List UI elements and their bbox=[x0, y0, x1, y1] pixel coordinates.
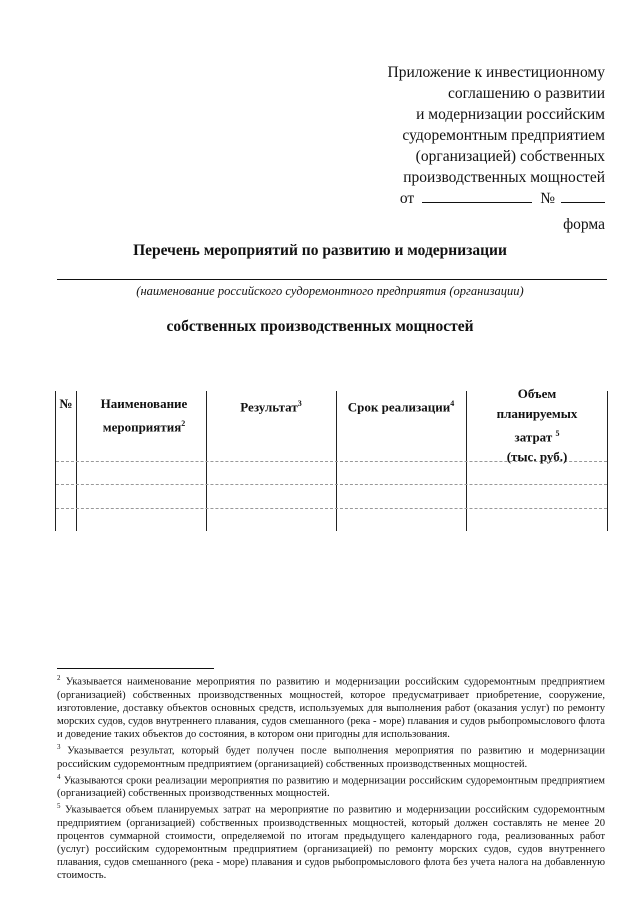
footnote-ref: 2 bbox=[181, 419, 186, 428]
column-header-label: Срок реализации bbox=[347, 399, 451, 415]
date-blank bbox=[422, 188, 532, 203]
column-header-unit: (тыс. руб.) bbox=[506, 449, 568, 465]
appendix-line: судоремонтным предприятием bbox=[402, 127, 605, 144]
number-label: № bbox=[540, 190, 555, 207]
measures-table bbox=[55, 386, 608, 531]
footnote-text: Указывается результат, который будет получен после выполнения мероприятия по развитию и модернизации российским судоремонтным предприятием (организацией) собственных производственных мощностей. bbox=[57, 745, 605, 770]
footnotes bbox=[57, 672, 605, 883]
form-label: форма bbox=[563, 216, 605, 233]
number-blank bbox=[561, 188, 605, 203]
footnote-number: 2 bbox=[57, 674, 61, 682]
footnote-separator bbox=[57, 668, 214, 669]
column-header-measure-name bbox=[84, 394, 204, 437]
footnote bbox=[57, 800, 605, 882]
from-label: от bbox=[399, 190, 415, 207]
footnote-number: 4 bbox=[57, 772, 61, 781]
row-separator bbox=[56, 484, 607, 485]
column-header-label: Наименование мероприятия bbox=[100, 396, 188, 435]
appendix-line: (организацией) собственных bbox=[415, 148, 605, 165]
footnote-number: 5 bbox=[57, 802, 61, 811]
appendix-line: Приложение к инвестиционному bbox=[387, 64, 605, 81]
footnote-ref: 4 bbox=[450, 399, 455, 408]
footnote bbox=[57, 672, 605, 741]
column-header-label: Результат bbox=[240, 399, 298, 415]
footnote-text: Указывается наименование мероприятия по развитию и модернизации российским судоремонтным предприятием (организацией) собственных производственных мощностей, которое предусматривает приобретение, сооружение, изготовление, доставку объектов основных средств, используемых для выполнения работ (оказания услуг) по ремонту морских судов, судов внутреннего плавания, судов смешанного (река - море) плавания и судов рыбопромыслового флота и доведение таких объектов до состояния, в котором они пригодны для использования. bbox=[57, 676, 605, 740]
footnote-text: Указываются сроки реализации мероприятия по развитию и модернизации российским судоремонтным предприятием (организацией) собственных производственных мощностей. bbox=[57, 775, 605, 800]
column-header-term bbox=[336, 394, 466, 417]
appendix-line: производственных мощностей bbox=[403, 169, 605, 186]
date-number-line bbox=[340, 188, 605, 209]
document-subtitle: собственных производственных мощностей bbox=[166, 318, 474, 335]
footnote bbox=[57, 741, 605, 771]
organization-name-line bbox=[57, 279, 607, 280]
footnote-number: 3 bbox=[57, 743, 61, 751]
appendix-block bbox=[340, 62, 605, 209]
column-header-number bbox=[56, 394, 76, 414]
column-header-planned-costs bbox=[496, 384, 578, 467]
appendix-line: соглашению о развитии bbox=[447, 85, 605, 102]
organization-name-caption: (наименование российского судоремонтного предприятия (организации) bbox=[136, 284, 524, 298]
footnote bbox=[57, 771, 605, 801]
footnote-ref: 3 bbox=[297, 399, 302, 408]
row-separator bbox=[56, 508, 607, 509]
column-header-label: Объем планируемых затрат bbox=[496, 386, 578, 445]
appendix-line: и модернизации российским bbox=[416, 106, 605, 123]
column-header-label: № bbox=[59, 396, 73, 411]
document-title: Перечень мероприятий по развитию и модернизации bbox=[133, 242, 507, 259]
column-header-result bbox=[206, 394, 336, 417]
footnote-ref: 5 bbox=[555, 429, 560, 438]
footnote-text: Указывается объем планируемых затрат на мероприятие по развитию и модернизации российским судоремонтным предприятием (организацией) собственных производственных мощностей, который должен составлять не менее 20 процентов суммарной стоимости, определяемой по итогам предыдущего календарного года, реализованных работ (услуг) российским судоремонтным предприятием (организацией) по ремонту морских судов, судов внутреннего плавания, судов смешанного (река - море) плавания и судов рыбопромыслового флота без учета налога на добавленную стоимость. bbox=[57, 804, 605, 882]
